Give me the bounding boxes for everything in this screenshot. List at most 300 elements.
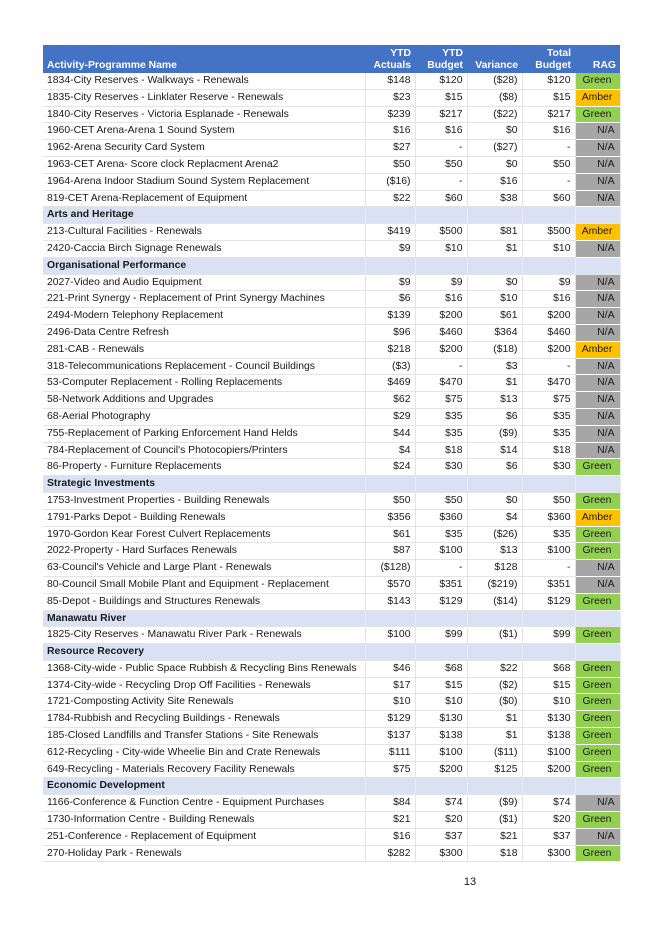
table-row — [43, 425, 620, 442]
table-row — [43, 73, 620, 89]
ytd-actuals-cell: $75 — [365, 761, 415, 778]
ytd-actuals-cell: $44 — [365, 425, 415, 442]
activity-name-cell: 1368-City-wide - Public Space Rubbish & Recycling Bins Renewals — [43, 660, 365, 677]
activity-name-cell: 281-CAB - Renewals — [43, 341, 365, 358]
ytd-actuals-cell: $6 — [365, 291, 415, 308]
total-budget-cell: $37 — [522, 828, 575, 845]
table-row — [43, 677, 620, 694]
activity-name-cell: 1721-Composting Activity Site Renewals — [43, 694, 365, 711]
total-budget-cell: $200 — [522, 761, 575, 778]
activity-name-cell: 185-Closed Landfills and Transfer Stations - Site Renewals — [43, 728, 365, 745]
rag-status-badge: Green — [575, 845, 620, 862]
variance-cell: $0 — [467, 492, 522, 509]
table-row — [43, 459, 620, 476]
total-budget-cell: - — [522, 560, 575, 577]
activity-name-cell: 1835-City Reserves - Linklater Reserve - Renewals — [43, 89, 365, 106]
total-budget-cell: $200 — [522, 308, 575, 325]
total-budget-cell: $10 — [522, 694, 575, 711]
rag-status-badge: Green — [575, 73, 620, 89]
group-empty-cell — [415, 257, 467, 274]
group-name: Economic Development — [43, 778, 365, 795]
ytd-budget-cell: $200 — [415, 308, 467, 325]
ytd-actuals-cell: $17 — [365, 677, 415, 694]
total-budget-cell: $129 — [522, 593, 575, 610]
table-row — [43, 828, 620, 845]
activity-name-cell: 53-Computer Replacement - Rolling Replacements — [43, 375, 365, 392]
group-empty-cell — [522, 476, 575, 493]
ytd-actuals-cell: $46 — [365, 660, 415, 677]
rag-status-badge: N/A — [575, 274, 620, 291]
table-row — [43, 240, 620, 257]
variance-cell: $0 — [467, 156, 522, 173]
ytd-budget-cell: $35 — [415, 526, 467, 543]
variance-cell: $38 — [467, 190, 522, 207]
activity-name-cell: 649-Recycling - Materials Recovery Facility Renewals — [43, 761, 365, 778]
rag-status-badge: N/A — [575, 308, 620, 325]
total-budget-cell: $35 — [522, 408, 575, 425]
rag-status-badge: Green — [575, 711, 620, 728]
total-budget-cell: $16 — [522, 291, 575, 308]
group-empty-cell — [467, 257, 522, 274]
activity-name-cell: 1960-CET Arena-Arena 1 Sound System — [43, 123, 365, 140]
variance-cell: ($18) — [467, 341, 522, 358]
activity-name-cell: 2494-Modern Telephony Replacement — [43, 308, 365, 325]
table-row — [43, 711, 620, 728]
table-row — [43, 543, 620, 560]
total-budget-cell: $16 — [522, 123, 575, 140]
group-empty-cell — [522, 644, 575, 661]
table-row — [43, 274, 620, 291]
ytd-budget-cell: $15 — [415, 677, 467, 694]
rag-status-badge: Green — [575, 106, 620, 123]
table-row — [43, 358, 620, 375]
total-budget-cell: $100 — [522, 744, 575, 761]
group-empty-cell — [467, 778, 522, 795]
rag-status-badge: Amber — [575, 509, 620, 526]
header-rag: RAG — [575, 45, 620, 73]
rag-status-badge: N/A — [575, 392, 620, 409]
total-budget-cell: $75 — [522, 392, 575, 409]
total-budget-cell: $15 — [522, 677, 575, 694]
ytd-budget-cell: $351 — [415, 576, 467, 593]
variance-cell: $6 — [467, 408, 522, 425]
activity-name-cell: 755-Replacement of Parking Enforcement Hand Helds — [43, 425, 365, 442]
activity-name-cell: 1374-City-wide - Recycling Drop Off Facilities - Renewals — [43, 677, 365, 694]
total-budget-cell: $99 — [522, 627, 575, 644]
ytd-actuals-cell: $96 — [365, 324, 415, 341]
table-row — [43, 492, 620, 509]
variance-cell: $1 — [467, 240, 522, 257]
table-row — [43, 761, 620, 778]
page-number: 13 — [463, 876, 477, 888]
activity-name-cell: 1753-Investment Properties - Building Renewals — [43, 492, 365, 509]
activity-name-cell: 1730-Information Centre - Building Renewals — [43, 812, 365, 829]
activity-name-cell: 86-Property - Furniture Replacements — [43, 459, 365, 476]
ytd-actuals-cell: $129 — [365, 711, 415, 728]
activity-name-cell: 1834-City Reserves - Walkways - Renewals — [43, 73, 365, 89]
rag-status-badge: Green — [575, 761, 620, 778]
rag-status-badge: Green — [575, 660, 620, 677]
table-row — [43, 140, 620, 157]
ytd-actuals-cell: $139 — [365, 308, 415, 325]
header-total-budget-line2: Budget — [535, 60, 571, 71]
variance-cell: $61 — [467, 308, 522, 325]
ytd-actuals-cell: $570 — [365, 576, 415, 593]
ytd-actuals-cell: $148 — [365, 73, 415, 89]
ytd-actuals-cell: $27 — [365, 140, 415, 157]
ytd-budget-cell: $16 — [415, 291, 467, 308]
total-budget-cell: $50 — [522, 492, 575, 509]
variance-cell: $0 — [467, 274, 522, 291]
total-budget-cell: $50 — [522, 156, 575, 173]
total-budget-cell: $500 — [522, 224, 575, 241]
rag-status-badge: N/A — [575, 123, 620, 140]
group-empty-cell — [415, 207, 467, 224]
total-budget-cell: $20 — [522, 812, 575, 829]
activity-name-cell: 58-Network Additions and Upgrades — [43, 392, 365, 409]
rag-status-badge: Green — [575, 593, 620, 610]
table-row — [43, 442, 620, 459]
rag-status-badge: Green — [575, 526, 620, 543]
ytd-actuals-cell: $16 — [365, 123, 415, 140]
activity-name-cell: 2027-Video and Audio Equipment — [43, 274, 365, 291]
ytd-budget-cell: $37 — [415, 828, 467, 845]
header-variance: Variance — [467, 45, 522, 73]
ytd-actuals-cell: $469 — [365, 375, 415, 392]
header-activity-name: Activity-Programme Name — [43, 45, 365, 73]
group-empty-cell — [365, 644, 415, 661]
group-empty-cell — [467, 476, 522, 493]
group-empty-cell — [575, 207, 620, 224]
header-ytd-actuals — [365, 45, 415, 73]
table-row — [43, 526, 620, 543]
variance-cell: ($11) — [467, 744, 522, 761]
ytd-actuals-cell: $143 — [365, 593, 415, 610]
rag-status-badge: Green — [575, 812, 620, 829]
ytd-budget-cell: - — [415, 560, 467, 577]
group-empty-cell — [522, 610, 575, 627]
ytd-budget-cell: $10 — [415, 694, 467, 711]
group-empty-cell — [415, 644, 467, 661]
rag-status-badge: N/A — [575, 156, 620, 173]
total-budget-cell: - — [522, 140, 575, 157]
ytd-actuals-cell: $62 — [365, 392, 415, 409]
variance-cell: $21 — [467, 828, 522, 845]
variance-cell: $13 — [467, 543, 522, 560]
group-header-row — [43, 476, 620, 493]
activity-name-cell: 221-Print Synergy - Replacement of Print Synergy Machines — [43, 291, 365, 308]
ytd-budget-cell: $100 — [415, 543, 467, 560]
table-row — [43, 795, 620, 812]
variance-cell: $16 — [467, 173, 522, 190]
table-row — [43, 156, 620, 173]
table-body — [43, 73, 620, 862]
total-budget-cell: $9 — [522, 274, 575, 291]
header-total-budget — [522, 45, 575, 73]
total-budget-cell: $35 — [522, 526, 575, 543]
group-empty-cell — [365, 778, 415, 795]
ytd-actuals-cell: $84 — [365, 795, 415, 812]
ytd-budget-cell: $50 — [415, 492, 467, 509]
variance-cell: ($8) — [467, 89, 522, 106]
rag-status-badge: N/A — [575, 560, 620, 577]
activity-name-cell: 80-Council Small Mobile Plant and Equipment - Replacement — [43, 576, 365, 593]
activity-name-cell: 1791-Parks Depot - Building Renewals — [43, 509, 365, 526]
ytd-budget-cell: $100 — [415, 744, 467, 761]
rag-status-badge: N/A — [575, 324, 620, 341]
group-empty-cell — [575, 610, 620, 627]
activity-name-cell: 68-Aerial Photography — [43, 408, 365, 425]
group-header-row — [43, 644, 620, 661]
table-row — [43, 845, 620, 862]
ytd-budget-cell: - — [415, 358, 467, 375]
rag-status-badge: N/A — [575, 291, 620, 308]
ytd-budget-cell: $138 — [415, 728, 467, 745]
variance-cell: $22 — [467, 660, 522, 677]
table-row — [43, 190, 620, 207]
variance-cell: $81 — [467, 224, 522, 241]
ytd-actuals-cell: $9 — [365, 240, 415, 257]
total-budget-cell: $120 — [522, 73, 575, 89]
rag-status-badge: Amber — [575, 89, 620, 106]
variance-cell: ($1) — [467, 812, 522, 829]
variance-cell: $13 — [467, 392, 522, 409]
header-ytd-budget-line1: YTD — [442, 48, 463, 59]
rag-status-badge: Green — [575, 627, 620, 644]
header-ytd-budget — [415, 45, 467, 73]
activity-name-cell: 2496-Data Centre Refresh — [43, 324, 365, 341]
rag-status-badge: Green — [575, 694, 620, 711]
table-row — [43, 560, 620, 577]
group-empty-cell — [575, 644, 620, 661]
ytd-actuals-cell: ($16) — [365, 173, 415, 190]
total-budget-cell: $460 — [522, 324, 575, 341]
group-header-row — [43, 778, 620, 795]
total-budget-cell: $217 — [522, 106, 575, 123]
table-row — [43, 224, 620, 241]
table-row — [43, 812, 620, 829]
ytd-actuals-cell: $100 — [365, 627, 415, 644]
total-budget-cell: - — [522, 173, 575, 190]
rag-status-badge: N/A — [575, 140, 620, 157]
rag-status-badge: N/A — [575, 190, 620, 207]
ytd-actuals-cell: $22 — [365, 190, 415, 207]
ytd-actuals-cell: $137 — [365, 728, 415, 745]
ytd-budget-cell: $35 — [415, 408, 467, 425]
variance-cell: ($1) — [467, 627, 522, 644]
ytd-actuals-cell: $50 — [365, 492, 415, 509]
variance-cell: $18 — [467, 845, 522, 862]
total-budget-cell: $360 — [522, 509, 575, 526]
activity-name-cell: 1962-Arena Security Card System — [43, 140, 365, 157]
table-row — [43, 375, 620, 392]
header-ytd-budget-line2: Budget — [427, 60, 463, 71]
variance-cell: $0 — [467, 123, 522, 140]
variance-cell: ($27) — [467, 140, 522, 157]
ytd-budget-cell: $75 — [415, 392, 467, 409]
total-budget-cell: $10 — [522, 240, 575, 257]
rag-status-badge: Green — [575, 492, 620, 509]
ytd-actuals-cell: $4 — [365, 442, 415, 459]
rag-status-badge: Amber — [575, 224, 620, 241]
total-budget-cell: $351 — [522, 576, 575, 593]
variance-cell: ($2) — [467, 677, 522, 694]
ytd-budget-cell: $10 — [415, 240, 467, 257]
activity-name-cell: 1963-CET Arena- Score clock Replacment Arena2 — [43, 156, 365, 173]
variance-cell: ($9) — [467, 425, 522, 442]
activity-name-cell: 784-Replacement of Council's Photocopiers/Printers — [43, 442, 365, 459]
activity-name-cell: 85-Depot - Buildings and Structures Renewals — [43, 593, 365, 610]
ytd-budget-cell: $500 — [415, 224, 467, 241]
activity-name-cell: 63-Council's Vehicle and Large Plant - Renewals — [43, 560, 365, 577]
ytd-actuals-cell: $50 — [365, 156, 415, 173]
ytd-budget-cell: $74 — [415, 795, 467, 812]
group-empty-cell — [575, 476, 620, 493]
rag-status-badge: Green — [575, 543, 620, 560]
table-row — [43, 593, 620, 610]
variance-cell: ($0) — [467, 694, 522, 711]
activity-name-cell: 1964-Arena Indoor Stadium Sound System Replacement — [43, 173, 365, 190]
group-empty-cell — [522, 207, 575, 224]
variance-cell: $6 — [467, 459, 522, 476]
group-empty-cell — [415, 778, 467, 795]
ytd-budget-cell: $35 — [415, 425, 467, 442]
group-header-row — [43, 257, 620, 274]
ytd-budget-cell: $30 — [415, 459, 467, 476]
ytd-budget-cell: $18 — [415, 442, 467, 459]
total-budget-cell: $130 — [522, 711, 575, 728]
group-empty-cell — [522, 778, 575, 795]
ytd-budget-cell: $470 — [415, 375, 467, 392]
ytd-actuals-cell: $356 — [365, 509, 415, 526]
activity-name-cell: 2022-Property - Hard Surfaces Renewals — [43, 543, 365, 560]
table-row — [43, 123, 620, 140]
header-ytd-actuals-line1: YTD — [390, 48, 411, 59]
header-total-budget-line1: Total — [546, 48, 571, 59]
table-row — [43, 392, 620, 409]
ytd-budget-cell: $68 — [415, 660, 467, 677]
table-row — [43, 173, 620, 190]
activity-name-cell: 213-Cultural Facilities - Renewals — [43, 224, 365, 241]
activity-name-cell: 270-Holiday Park - Renewals — [43, 845, 365, 862]
group-header-row — [43, 207, 620, 224]
table-row — [43, 627, 620, 644]
total-budget-cell: $300 — [522, 845, 575, 862]
variance-cell: $1 — [467, 375, 522, 392]
total-budget-cell: $74 — [522, 795, 575, 812]
variance-cell: $364 — [467, 324, 522, 341]
table-row — [43, 324, 620, 341]
ytd-actuals-cell: $87 — [365, 543, 415, 560]
total-budget-cell: $68 — [522, 660, 575, 677]
ytd-budget-cell: $120 — [415, 73, 467, 89]
variance-cell: ($9) — [467, 795, 522, 812]
activity-name-cell: 1166-Conference & Function Centre - Equipment Purchases — [43, 795, 365, 812]
group-empty-cell — [575, 257, 620, 274]
table-row — [43, 308, 620, 325]
rag-status-badge: N/A — [575, 408, 620, 425]
ytd-budget-cell: $200 — [415, 761, 467, 778]
rag-status-badge: N/A — [575, 576, 620, 593]
ytd-budget-cell: $460 — [415, 324, 467, 341]
table-row — [43, 728, 620, 745]
rag-status-badge: Green — [575, 459, 620, 476]
rag-status-badge: Green — [575, 744, 620, 761]
total-budget-cell: $100 — [522, 543, 575, 560]
variance-cell: $128 — [467, 560, 522, 577]
activity-name-cell: 612-Recycling - City-wide Wheelie Bin and Crate Renewals — [43, 744, 365, 761]
table-row — [43, 408, 620, 425]
table-row — [43, 291, 620, 308]
rag-status-badge: N/A — [575, 442, 620, 459]
rag-status-badge: Green — [575, 728, 620, 745]
ytd-actuals-cell: $24 — [365, 459, 415, 476]
activity-name-cell: 1825-City Reserves - Manawatu River Park - Renewals — [43, 627, 365, 644]
table-row — [43, 509, 620, 526]
ytd-actuals-cell: ($128) — [365, 560, 415, 577]
ytd-budget-cell: $15 — [415, 89, 467, 106]
group-name: Strategic Investments — [43, 476, 365, 493]
activity-name-cell: 318-Telecommunications Replacement - Council Buildings — [43, 358, 365, 375]
total-budget-cell: - — [522, 358, 575, 375]
ytd-actuals-cell: $29 — [365, 408, 415, 425]
variance-cell: $4 — [467, 509, 522, 526]
ytd-budget-cell: $60 — [415, 190, 467, 207]
ytd-actuals-cell: ($3) — [365, 358, 415, 375]
total-budget-cell: $30 — [522, 459, 575, 476]
group-header-row — [43, 610, 620, 627]
variance-cell: ($28) — [467, 73, 522, 89]
ytd-actuals-cell: $10 — [365, 694, 415, 711]
group-empty-cell — [365, 610, 415, 627]
group-empty-cell — [365, 476, 415, 493]
group-name: Organisational Performance — [43, 257, 365, 274]
variance-cell: $1 — [467, 711, 522, 728]
group-name: Resource Recovery — [43, 644, 365, 661]
total-budget-cell: $200 — [522, 341, 575, 358]
total-budget-cell: $60 — [522, 190, 575, 207]
table-row — [43, 106, 620, 123]
rag-status-badge: Amber — [575, 341, 620, 358]
capital-renewals-table — [43, 45, 621, 862]
ytd-budget-cell: $50 — [415, 156, 467, 173]
ytd-actuals-cell: $61 — [365, 526, 415, 543]
ytd-budget-cell: $360 — [415, 509, 467, 526]
variance-cell: ($22) — [467, 106, 522, 123]
activity-name-cell: 1970-Gordon Kear Forest Culvert Replacements — [43, 526, 365, 543]
ytd-actuals-cell: $282 — [365, 845, 415, 862]
activity-name-cell: 1840-City Reserves - Victoria Esplanade - Renewals — [43, 106, 365, 123]
total-budget-cell: $18 — [522, 442, 575, 459]
total-budget-cell: $35 — [522, 425, 575, 442]
ytd-budget-cell: $300 — [415, 845, 467, 862]
header-ytd-actuals-line2: Actuals — [373, 60, 411, 71]
ytd-actuals-cell: $16 — [365, 828, 415, 845]
group-empty-cell — [415, 610, 467, 627]
table-row — [43, 694, 620, 711]
table-row — [43, 89, 620, 106]
group-empty-cell — [467, 644, 522, 661]
group-empty-cell — [415, 476, 467, 493]
ytd-budget-cell: - — [415, 140, 467, 157]
group-empty-cell — [522, 257, 575, 274]
rag-status-badge: N/A — [575, 173, 620, 190]
rag-status-badge: N/A — [575, 240, 620, 257]
ytd-actuals-cell: $111 — [365, 744, 415, 761]
ytd-budget-cell: $200 — [415, 341, 467, 358]
activity-name-cell: 819-CET Arena-Replacement of Equipment — [43, 190, 365, 207]
group-empty-cell — [575, 778, 620, 795]
